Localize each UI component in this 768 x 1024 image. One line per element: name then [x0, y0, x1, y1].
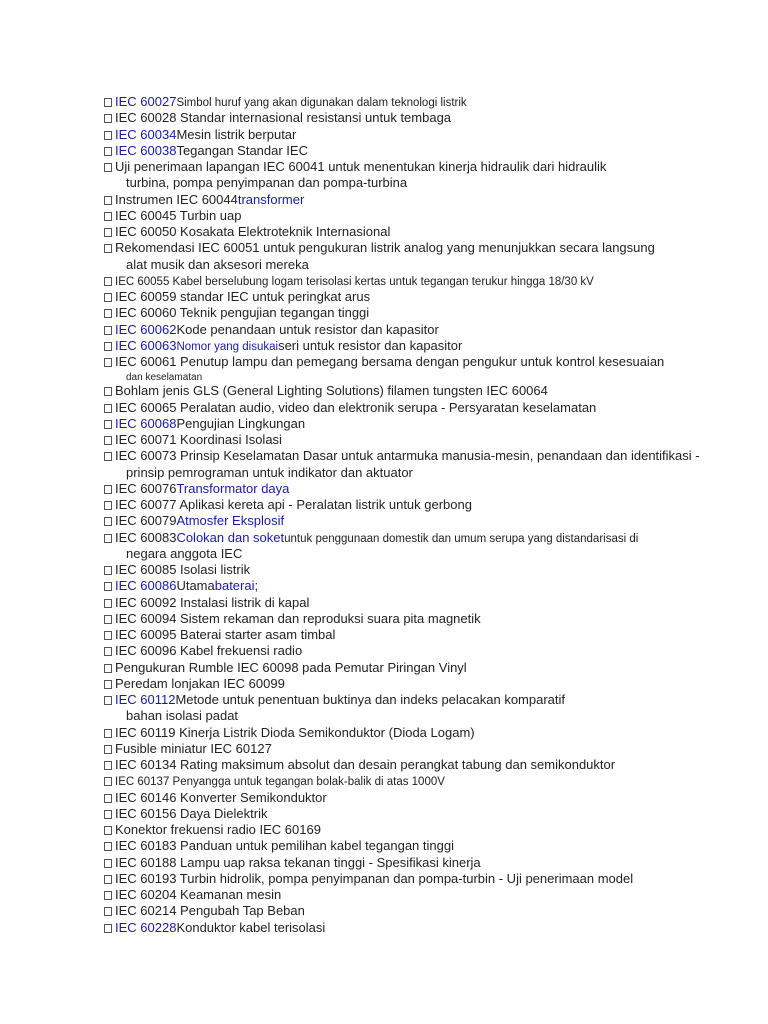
- bullet-box-icon: [104, 859, 112, 868]
- list-item: [104, 240, 655, 256]
- list-item: [104, 920, 325, 936]
- bullet-box-icon: [104, 794, 112, 803]
- bullet-box-icon: [104, 664, 112, 673]
- item-text: IEC 60146 Konverter Semikonduktor: [115, 789, 327, 805]
- item-text: IEC 60055 Kabel berselubung logam terisolasi kertas untuk tegangan terukur hingga 18/30 kV: [115, 275, 594, 288]
- item-continuation: dan keselamatan: [126, 372, 203, 384]
- bullet-box-icon: [104, 582, 112, 591]
- list-item: [104, 354, 664, 370]
- list-item: [104, 530, 638, 547]
- bullet-box-icon: [104, 196, 112, 205]
- item-text: IEC 60119 Kinerja Listrik Dioda Semikonduktor (Dioda Logam): [115, 724, 475, 740]
- list-item: [104, 871, 633, 887]
- item-link[interactable]: transformer: [237, 191, 305, 207]
- item-text: Peredam lonjakan IEC 60099: [115, 675, 285, 691]
- bullet-box-icon: [104, 501, 112, 510]
- item-continuation: prinsip pemrograman untuk indikator dan aktuator: [126, 464, 413, 480]
- item-text: IEC 60092 Instalasi listrik di kapal: [115, 594, 310, 610]
- bullet-box-icon: [104, 452, 112, 461]
- item-text: IEC 60214 Pengubah Tap Beban: [115, 903, 305, 919]
- list-item: [104, 757, 615, 773]
- bullet-box-icon: [104, 387, 112, 396]
- item-text: Mesin listrik berputar: [176, 126, 297, 142]
- bullet-box-icon: [104, 98, 112, 107]
- item-text: Instrumen IEC 60044: [115, 191, 238, 207]
- bullet-box-icon: [104, 696, 112, 705]
- list-item: [104, 676, 285, 692]
- bullet-box-icon: [104, 131, 112, 140]
- item-text: IEC 60188 Lampu uap raksa tekanan tinggi - Spesifikasi kinerja: [115, 854, 481, 870]
- item-text: Fusible miniatur IEC 60127: [115, 740, 272, 756]
- bullet-box-icon: [104, 631, 112, 640]
- bullet-box-icon: [104, 729, 112, 738]
- item-text: IEC 60076: [115, 480, 177, 496]
- item-link[interactable]: IEC 60112: [115, 692, 176, 707]
- list-item: [104, 143, 308, 159]
- list-item: [104, 481, 289, 497]
- list-item: [104, 562, 250, 578]
- item-link[interactable]: IEC 60068: [115, 415, 177, 431]
- bullet-box-icon: [104, 680, 112, 689]
- list-item: [104, 887, 281, 903]
- list-item: [104, 305, 369, 321]
- item-text: Utama: [176, 578, 215, 594]
- list-item: [104, 159, 606, 175]
- bullet-box-icon: [104, 404, 112, 413]
- bullet-box-icon: [104, 212, 112, 221]
- list-item: [104, 383, 548, 399]
- bullet-box-icon: [104, 777, 112, 786]
- item-link[interactable]: IEC 60228: [115, 919, 177, 935]
- list-item: [104, 838, 454, 854]
- item-link[interactable]: IEC 60038: [115, 142, 177, 158]
- list-item: [104, 513, 284, 529]
- bullet-box-icon: [104, 566, 112, 575]
- list-item: [104, 611, 481, 627]
- list-item: [104, 273, 594, 290]
- item-continuation: negara anggota IEC: [126, 545, 243, 561]
- bullet-box-icon: [104, 228, 112, 237]
- list-item: [104, 578, 258, 594]
- list-item: [104, 660, 467, 676]
- bullet-box-icon: [104, 436, 112, 445]
- item-text: IEC 60045 Turbin uap: [115, 207, 242, 223]
- item-text: Kode penandaan untuk resistor dan kapasitor: [176, 321, 439, 337]
- bullet-box-icon: [104, 761, 112, 770]
- item-text: Metode untuk penentuan buktinya dan indeks pelacakan komparatif: [175, 692, 566, 707]
- item-text: IEC 60156 Daya Dielektrik: [115, 805, 268, 821]
- list-item: [104, 416, 305, 432]
- item-link[interactable]: IEC 60027: [115, 94, 177, 109]
- item-continuation: turbina, pompa penyimpanan dan pompa-turbina: [126, 175, 408, 191]
- list-item: [104, 627, 335, 643]
- list-item: [104, 224, 390, 240]
- item-continuation: alat musik dan aksesori mereka: [126, 256, 309, 272]
- item-text: IEC 60183 Panduan untuk pemilihan kabel tegangan tinggi: [115, 838, 454, 854]
- item-continuation: bahan isolasi padat: [126, 708, 239, 724]
- list-item: [104, 822, 321, 838]
- item-text: IEC 60083: [115, 529, 177, 545]
- item-text: IEC 60096 Kabel frekuensi radio: [115, 643, 303, 659]
- bullet-box-icon: [104, 163, 112, 172]
- list-item: [104, 289, 370, 305]
- list-item: [104, 432, 282, 448]
- bullet-box-icon: [104, 810, 112, 819]
- bullet-box-icon: [104, 924, 112, 933]
- item-text: Pengujian Lingkungan: [176, 415, 306, 431]
- item-link[interactable]: IEC 60086: [115, 578, 177, 594]
- item-link[interactable]: Transformator daya: [176, 480, 290, 496]
- item-link[interactable]: Colokan dan soket: [176, 529, 285, 545]
- bullet-box-icon: [104, 114, 112, 123]
- item-text: Tegangan Standar IEC: [176, 142, 308, 158]
- bullet-box-icon: [104, 309, 112, 318]
- list-item: [104, 400, 596, 416]
- item-text: Pengukuran Rumble IEC 60098 pada Pemutar Piringan Vinyl: [115, 659, 467, 675]
- list-item: [104, 110, 451, 126]
- bullet-box-icon: [104, 745, 112, 754]
- item-text: Bohlam jenis GLS (General Lighting Solutions) filamen tungsten IEC 60064: [115, 383, 548, 399]
- item-text: IEC 60204 Keamanan mesin: [115, 887, 282, 902]
- list-item: [104, 903, 305, 919]
- bullet-box-icon: [104, 647, 112, 656]
- bullet-box-icon: [104, 826, 112, 835]
- item-text: IEC 60193 Turbin hidrolik, pompa penyimpanan dan pompa-turbin - Uji penerimaan model: [115, 870, 634, 886]
- item-text: IEC 60137 Penyangga untuk tegangan bolak-balik di atas 1000V: [115, 776, 445, 789]
- bullet-box-icon: [104, 517, 112, 526]
- item-text: IEC 60095 Baterai starter asam timbal: [115, 627, 336, 642]
- item-text: IEC 60077 Aplikasi kereta api - Peralatan listrik untuk gerbong: [115, 497, 472, 512]
- item-text: seri untuk resistor dan kapasitor: [278, 337, 463, 353]
- item-text: IEC 60094 Sistem rekaman dan reproduksi suara pita magnetik: [115, 610, 481, 626]
- bullet-box-icon: [104, 342, 112, 351]
- list-item: [104, 338, 462, 355]
- item-link[interactable]: baterai;: [214, 578, 259, 594]
- list-item: [104, 725, 475, 741]
- list-item: [104, 806, 267, 822]
- item-text: Uji penerimaan lapangan IEC 60041 untuk menentukan kinerja hidraulik dari hidraulik: [115, 159, 607, 174]
- bullet-box-icon: [104, 326, 112, 335]
- bullet-box-icon: [104, 277, 112, 286]
- list-item: [104, 208, 241, 224]
- bullet-box-icon: [104, 891, 112, 900]
- list-item: [104, 322, 439, 338]
- item-text: IEC 60061 Penutup lampu dan pemegang bersama dengan pengukur untuk kontrol kesesuaian: [115, 354, 665, 369]
- bullet-box-icon: [104, 875, 112, 884]
- list-item: [104, 855, 481, 871]
- item-link[interactable]: Atmosfer Eksplosif: [176, 513, 285, 529]
- list-item: [104, 595, 309, 611]
- list-item: [104, 790, 327, 806]
- bullet-box-icon: [104, 420, 112, 429]
- item-text: IEC 60059 standar IEC untuk peringkat arus: [115, 289, 371, 304]
- item-link[interactable]: IEC 60063: [115, 337, 177, 353]
- bullet-box-icon: [104, 147, 112, 156]
- item-text: IEC 60134 Rating maksimum absolut dan desain perangkat tabung dan semikonduktor: [115, 757, 616, 772]
- item-text: IEC 60050 Kosakata Elektroteknik Internasional: [115, 224, 391, 239]
- list-item: [104, 643, 302, 659]
- list-item: [104, 94, 467, 111]
- list-item: [104, 448, 700, 464]
- list-item: [104, 741, 272, 757]
- list-item: [104, 192, 304, 208]
- item-text: IEC 60073 Prinsip Keselamatan Dasar untuk antarmuka manusia-mesin, penandaan dan identifikasi -: [115, 448, 700, 464]
- item-text: Rekomendasi IEC 60051 untuk pengukuran listrik analog yang menunjukkan secara langsung: [115, 240, 655, 256]
- item-link[interactable]: IEC 60062: [115, 321, 177, 337]
- item-text: IEC 60079: [115, 513, 177, 529]
- item-link[interactable]: IEC 60034: [115, 126, 177, 142]
- item-link[interactable]: Nomor yang disukai: [176, 340, 279, 353]
- item-text: Konektor frekuensi radio IEC 60169: [115, 822, 321, 837]
- list-item: [104, 692, 565, 708]
- list-item: [104, 773, 445, 790]
- list-item: [104, 497, 472, 513]
- item-text: Simbol huruf yang akan digunakan dalam teknologi listrik: [176, 97, 467, 109]
- list-item: [104, 127, 296, 143]
- item-text: Konduktor kabel terisolasi: [176, 919, 326, 935]
- item-text: IEC 60060 Teknik pengujian tegangan tinggi: [115, 305, 370, 321]
- item-text: IEC 60065 Peralatan audio, video dan elektronik serupa - Persyaratan keselamatan: [115, 399, 597, 415]
- bullet-box-icon: [104, 599, 112, 608]
- bullet-box-icon: [104, 907, 112, 916]
- bullet-box-icon: [104, 534, 112, 543]
- bullet-box-icon: [104, 358, 112, 367]
- bullet-box-icon: [104, 615, 112, 624]
- bullet-box-icon: [104, 244, 112, 253]
- item-text: untuk penggunaan domestik dan umum serupa yang distandarisasi di: [284, 532, 639, 545]
- item-text: IEC 60028 Standar internasional resistansi untuk tembaga: [115, 110, 452, 126]
- bullet-box-icon: [104, 293, 112, 302]
- item-text: IEC 60071 Koordinasi Isolasi: [115, 432, 282, 447]
- bullet-box-icon: [104, 842, 112, 851]
- bullet-box-icon: [104, 485, 112, 494]
- item-text: IEC 60085 Isolasi listrik: [115, 562, 251, 577]
